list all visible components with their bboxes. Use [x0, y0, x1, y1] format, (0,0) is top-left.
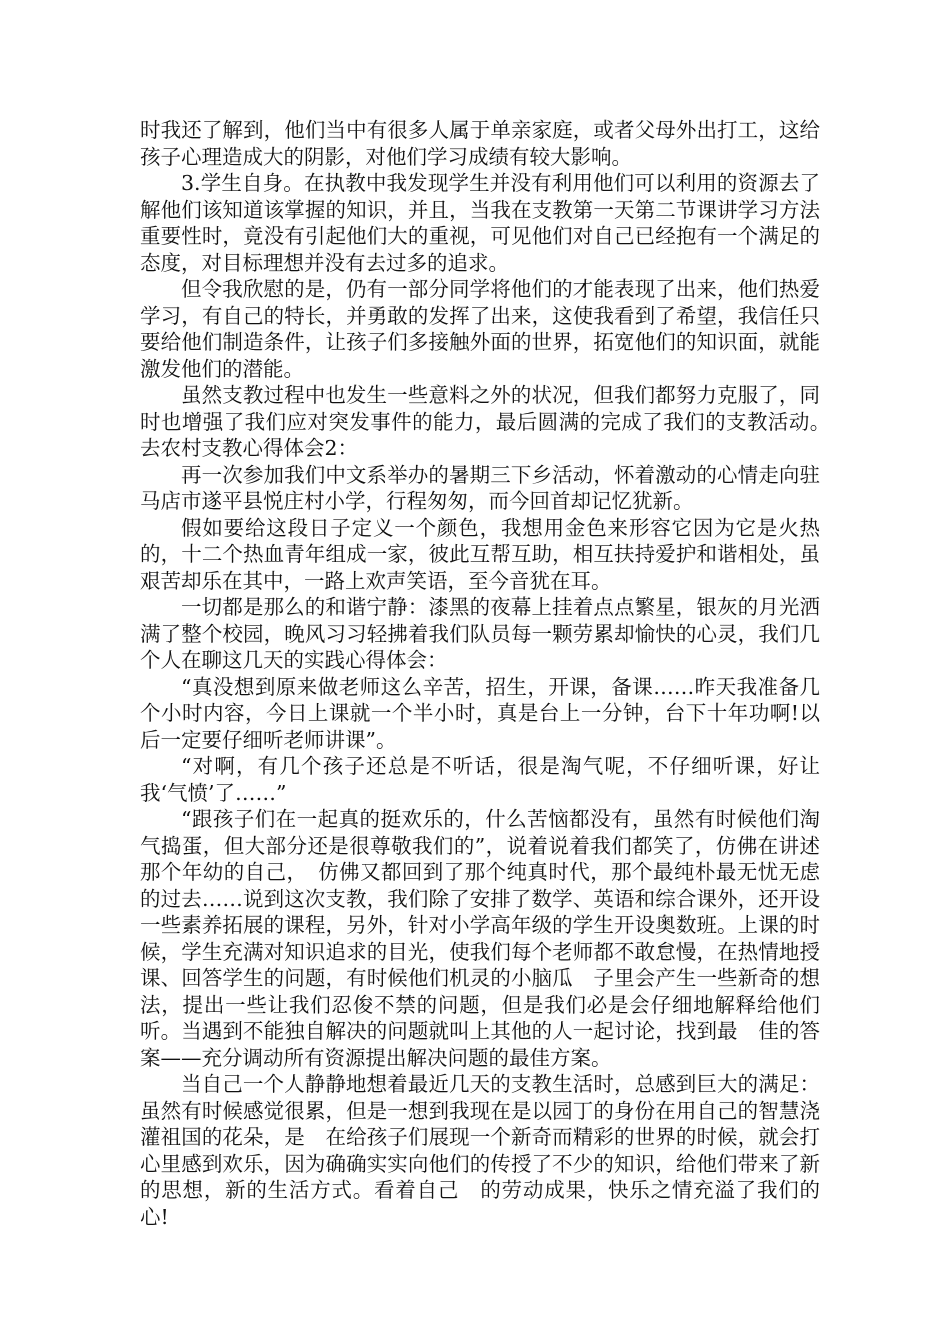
- paragraph: 但令我欣慰的是，仍有一部分同学将他们的才能表现了出来，他们热爱学习，有自己的特长，并勇敢的发挥了出来，这使我看到了希望，我信任只要给他们制造条件，让孩子们多接触外面的世界，拓宽他们的知识面，就能激发他们的潜能。: [140, 277, 820, 381]
- paragraph: 再一次参加我们中文系举办的暑期三下乡活动，怀着激动的心情走向驻马店市遂平县悦庄村小学，行程匆匆，而今回首却记忆犹新。: [140, 462, 820, 513]
- paragraph: “对啊，有几个孩子还总是不听话，很是淘气呢，不仔细听课，好让我‘气愤’了……”: [140, 754, 820, 805]
- paragraph: “真没想到原来做老师这么辛苦，招生，开课，备课……昨天我准备几个小时内容，今日上课就一个半小时，真是台上一分钟，台下十年功啊!以后一定要仔细听老师讲课”。: [140, 674, 820, 752]
- paragraph: 当自己一个人静静地想着最近几天的支教生活时，总感到巨大的满足：虽然有时候感觉很累，但是一想到我现在是以园丁的身份在用自己的智慧浇灌祖国的花朵，是 在给孩子们展现一个新奇而精彩的世界的时候，就会打心里感到欢乐，因为确确实实向他们的传授了不少的知识，给他们带来了新的思想，新的生活方式。看着自己 的劳动成果，快乐之情充溢了我们的心!: [140, 1072, 820, 1229]
- paragraph: 虽然支教过程中也发生一些意料之外的状况，但我们都努力克服了，同时也增强了我们应对突发事件的能力，最后圆满的完成了我们的支教活动。 去农村支教心得体会2：: [140, 383, 882, 460]
- paragraph: 假如要给这段日子定义一个颜色，我想用金色来形容它因为它是火热的，十二个热血青年组成一家，彼此互帮互助，相互扶持爱护和谐相处，虽艰苦却乐在其中，一路上欢声笑语，至今音犹在耳。: [140, 515, 820, 593]
- paragraph: 时我还了解到，他们当中有很多人属于单亲家庭，或者父母外出打工，这给孩子心理造成大的阴影，对他们学习成绩有较大影响。: [140, 118, 820, 169]
- paragraph: “跟孩子们在一起真的挺欢乐的，什么苦恼都没有，虽然有时候他们淘气捣蛋，但大部分还是很尊敬我们的”，说着说着我们都笑了，仿佛在讲述那个年幼的自己， 仿佛又都回到了那个纯真时代，那个最纯朴最无忧无虑的过去……说到这次支教，我们除了安排了数学、英语和综合课外，还开设一些素养拓展的课程，另外，针对小学高年级的学生开设奥数班。上课的时候，学生充满对知识追求的目光，使我们每个老师都不敢怠慢，在热情地授课、回答学生的问题，有时候他们机灵的小脑瓜 子里会产生一些新奇的想法，提出一些让我们忍俊不禁的问题，但是我们必是会仔细地解释给他们听。当遇到不能独自解决的问题就叫上其他的人一起讨论，找到最 佳的答案——充分调动所有资源提出解决问题的最佳方案。: [140, 807, 820, 1070]
- paragraph: 一切都是那么的和谐宁静：漆黑的夜幕上挂着点点繁星，银灰的月光洒满了整个校园，晚风习习轻拂着我们队员每一颗劳累却愉快的心灵，我们几个人在聊这几天的实践心得体会：: [140, 595, 820, 672]
- paragraph: 3.学生自身。在执教中我发现学生并没有利用他们可以利用的资源去了解他们该知道该掌握的知识，并且，当我在支教第一天第二节课讲学习方法重要性时，竟没有引起他们大的重视，可见他们对自己已经抱有一个满足的态度，对目标理想并没有去过多的追求。: [140, 171, 820, 275]
- document-body: [140, 117, 882, 1230]
